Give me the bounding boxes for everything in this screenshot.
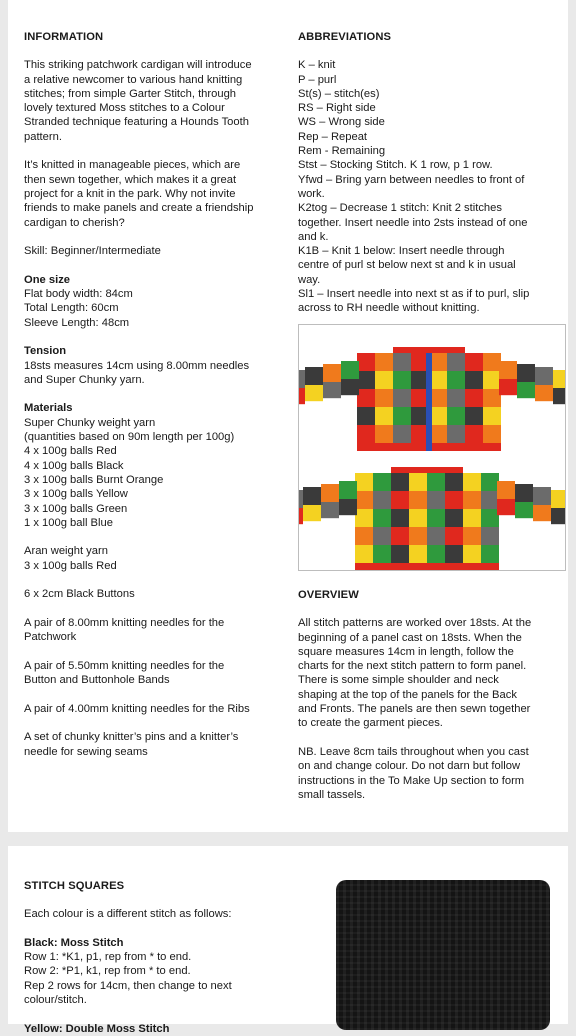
- black-stitch-heading: Black: Moss Stitch: [24, 936, 124, 949]
- sleeve-square: [339, 481, 357, 499]
- sleeve-square: [533, 487, 551, 505]
- tension-heading: Tension: [24, 345, 67, 358]
- patch-square: [373, 527, 391, 545]
- patch-square: [375, 371, 393, 389]
- patch-square: [465, 407, 483, 425]
- patch-square: [355, 545, 373, 563]
- patch-square: [427, 509, 445, 527]
- sleeve-square: [553, 370, 565, 388]
- stitch-squares-heading: STITCH SQUARES: [24, 880, 125, 892]
- patch-square: [393, 407, 411, 425]
- patch-square: [391, 545, 409, 563]
- sleeve-square: [515, 484, 533, 502]
- sleeve-square: [553, 388, 565, 404]
- patch-square: [375, 389, 393, 407]
- patch-square: [375, 425, 393, 443]
- sleeve-square: [515, 502, 533, 518]
- patch-square: [391, 527, 409, 545]
- patch-square: [373, 491, 391, 509]
- sleeve-square: [303, 505, 321, 521]
- materials-heading: Materials: [24, 402, 73, 415]
- patch-square: [409, 527, 427, 545]
- abbreviations-list: K – knit P – purl St(s) – stitch(es) RS – Right side WS – Wrong side Rep – Repeat Rem - Remaining Stst – Stocking Stitch. K 1 row, p 1 row. Yfwd – Bring yarn between needles to front of work. K2tog – Decrease 1 stitch: Knit 2 stitches together. Insert needle into 2sts instead of one and k. K1B – Knit 1 below: Insert needle through centre of purl st below next st and k in usual way. Sl1 – Insert needle into next st as if to purl, slip across to RH needle without knitting.: [298, 59, 530, 315]
- information-column: INFORMATION This striking patchwork cardigan will introduce a relative newcomer to various hand knitting stitches; from simple Garter Stitch, through lovely textured Moss stitches to a Colour Stranded technique featuring a Hounds Tooth pattern. It’s knitted in manageable pieces, which are then sewn together, which makes it a great project for a knit in the park. Why not invite friends to make panels and create a friendship cardigan to cherish? Skill: Beginner/Intermediate One size Flat body width: 84cm Total Length: 60cm Sleeve Length: 48cm Tension 18sts measures 14cm using 8.00mm needles and Super Chunky yarn. Materials Super Chunky weight yarn (quantities based on 90m length per 100g) 4 x 100g balls Red 4 x 100g balls Black 3 x 100g balls Burnt Orange 3 x 100g balls Yellow 3 x 100g balls Green 1 x 100g ball Blue Aran weight yarn 3 x 100g balls Red 6 x 2cm Black Buttons A pair of 8.00mm knitting needles for the Patchwork A pair of 5.50mm knitting needles for the Button and Buttonhole Bands A pair of 4.00mm knitting needles for the Ribs A set of chunky knitter’s pins and a knitter’s needle for sewing seams: [24, 30, 276, 759]
- information-intro-2: It’s knitted in manageable pieces, which are then sewn together, which makes it a great project for a knit in the park. Why not invite friends to make panels and create a friendship cardigan to cherish?: [24, 159, 254, 229]
- patch-square: [427, 473, 445, 491]
- patch-square: [375, 407, 393, 425]
- patch-square: [483, 389, 501, 407]
- patch-square: [465, 353, 483, 371]
- rib: [355, 563, 499, 570]
- overview-section: OVERVIEW All stitch patterns are worked over 18sts. At the beginning of a panel cast on 18sts. When the square measures 14cm in length, follow the charts for the next stitch pattern to form panel. There is some simple shoulder and neck shaping at the top of the panels for the Back and Fronts. The panels are then sewn together to create the garment pieces. NB. Leave 8cm tails throughout when you cast on and change colour. Do not darn but follow instructions in the To Make Up section to form small tassels.: [298, 588, 560, 802]
- patch-square: [447, 425, 465, 443]
- patch-square: [373, 509, 391, 527]
- patch-square: [355, 473, 373, 491]
- patch-square: [447, 353, 465, 371]
- sleeve-square: [551, 508, 565, 524]
- patch-square: [483, 371, 501, 389]
- patch-square: [447, 371, 465, 389]
- patch-square: [409, 491, 427, 509]
- collar: [391, 467, 463, 473]
- patch-square: [393, 371, 411, 389]
- patch-square: [463, 545, 481, 563]
- patch-square: [463, 491, 481, 509]
- patch-square: [465, 371, 483, 389]
- patch-square: [373, 545, 391, 563]
- patch-square: [445, 473, 463, 491]
- sleeve-square: [299, 490, 303, 508]
- sleeve-square: [305, 385, 323, 401]
- sleeve-square: [321, 502, 339, 518]
- skill-level: Skill: Beginner/Intermediate: [24, 245, 161, 258]
- patch-square: [409, 473, 427, 491]
- sleeve-square: [535, 385, 553, 401]
- sleeve-square: [305, 367, 323, 385]
- sleeve-square: [341, 361, 359, 379]
- patch-square: [481, 527, 499, 545]
- sleeve-square: [323, 382, 341, 398]
- sleeve-square: [299, 370, 305, 388]
- collar: [393, 347, 465, 353]
- patch-square: [463, 473, 481, 491]
- patch-square: [481, 545, 499, 563]
- size-heading: One size: [24, 273, 71, 286]
- sleeve-square: [321, 484, 339, 502]
- patch-square: [481, 473, 499, 491]
- patch-square: [445, 545, 463, 563]
- patch-square: [481, 491, 499, 509]
- stitch-squares-section: STITCH SQUARES Each colour is a different stitch as follows: Black: Moss Stitch Row 1: *K1, p1, rep from * to end. Row 2: *P1, k1, rep from * to end. Rep 2 rows for 14cm, then change to next colour/stitch. Yellow: Double Moss Stitch: [24, 879, 324, 1036]
- patch-square: [427, 527, 445, 545]
- patch-square: [391, 509, 409, 527]
- patch-square: [357, 389, 375, 407]
- cardigan-diagram: [299, 325, 565, 570]
- patch-square: [447, 389, 465, 407]
- patch-square: [463, 527, 481, 545]
- patch-square: [427, 545, 445, 563]
- patch-square: [445, 509, 463, 527]
- sleeve-square: [535, 367, 553, 385]
- sleeve-square: [299, 508, 303, 524]
- sleeve-square: [299, 388, 305, 404]
- patch-square: [355, 527, 373, 545]
- patch-square: [465, 425, 483, 443]
- patch-square: [391, 473, 409, 491]
- sleeve-square: [533, 505, 551, 521]
- sleeve-square: [497, 499, 515, 515]
- patch-square: [483, 407, 501, 425]
- patch-square: [393, 353, 411, 371]
- sleeve-square: [551, 490, 565, 508]
- patch-square: [463, 509, 481, 527]
- button-band: [426, 347, 432, 451]
- patch-square: [357, 353, 375, 371]
- sleeve-square: [341, 379, 359, 395]
- sleeve-square: [517, 364, 535, 382]
- patch-square: [375, 353, 393, 371]
- patch-square: [355, 491, 373, 509]
- patch-square: [409, 545, 427, 563]
- sleeve-square: [497, 481, 515, 499]
- patch-square: [357, 407, 375, 425]
- patch-square: [393, 389, 411, 407]
- pattern-page-1: [8, 0, 568, 832]
- sleeve-square: [303, 487, 321, 505]
- patch-square: [445, 527, 463, 545]
- patch-square: [373, 473, 391, 491]
- moss-stitch-swatch-photo: [336, 880, 550, 1030]
- pattern-page-2: [8, 846, 568, 1035]
- patch-square: [445, 491, 463, 509]
- patch-square: [427, 491, 445, 509]
- patch-square: [409, 509, 427, 527]
- patch-square: [393, 425, 411, 443]
- patch-square: [391, 491, 409, 509]
- abbreviations-heading: ABBREVIATIONS: [298, 31, 392, 43]
- sleeve-square: [517, 382, 535, 398]
- patch-square: [447, 407, 465, 425]
- patch-square: [357, 371, 375, 389]
- patch-square: [481, 509, 499, 527]
- overview-heading: OVERVIEW: [298, 589, 359, 601]
- patch-square: [483, 425, 501, 443]
- patch-square: [465, 389, 483, 407]
- yellow-stitch-heading: Yellow: Double Moss Stitch: [24, 1022, 170, 1035]
- buttons-line: 6 x 2cm Black Buttons: [24, 588, 135, 601]
- patch-square: [357, 425, 375, 443]
- cardigan-illustration: [298, 324, 566, 571]
- sleeve-square: [499, 361, 517, 379]
- sleeve-square: [499, 379, 517, 395]
- sleeve-square: [339, 499, 357, 515]
- information-heading: INFORMATION: [24, 31, 104, 43]
- patch-square: [483, 353, 501, 371]
- abbreviations-column: [298, 30, 560, 316]
- patch-square: [355, 509, 373, 527]
- sleeve-square: [323, 364, 341, 382]
- information-intro: This striking patchwork cardigan will introduce a relative newcomer to various hand knitting stitches; from simple Garter Stitch, through lovely textured Moss stitches to a Colour Stranded technique featuring a Hounds Tooth pattern.: [24, 59, 252, 143]
